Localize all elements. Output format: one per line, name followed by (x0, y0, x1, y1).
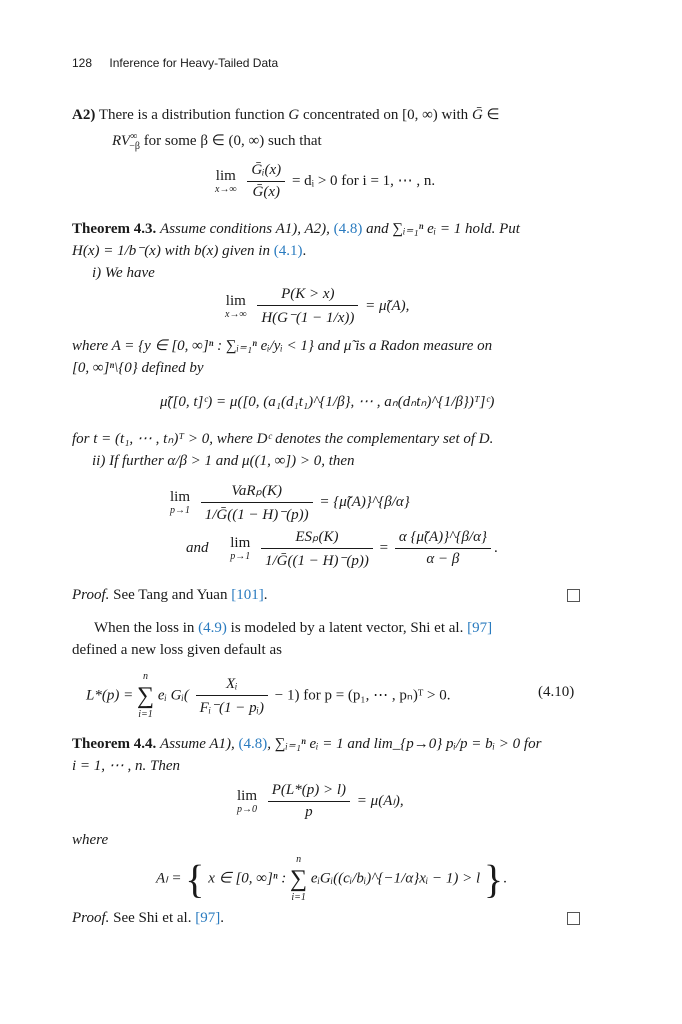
citation-link[interactable]: [101] (231, 587, 264, 603)
equation-4-3b: μ̃([0, t]ᶜ) = μ([0, (a₁(d₁t₁)^{1/β}, ⋯ , aₙ(dₙtₙ)^{1/β})ᵀ]ᶜ) (160, 394, 495, 410)
equation-4-3c: lim p→1 $\frac{\text{VaRₚ(K)}}{\text{1/Ḡ((1 − H)⁻(p))}}$ = {μ̃(A)}^{β/α} (170, 483, 410, 523)
equation-4-10: L*(p) = n ∑ i=1 eᵢ Gᵢ( $\frac{\text{Xᵢ}}{\text{Fᵢ⁻(1 − pᵢ)}}$ − 1) for p = (p₁, ⋯ , pₙ)ᵀ > 0. (86, 671, 451, 720)
equation-4-4b: Aₗ = { x ∈ [0, ∞]ⁿ : n ∑ i=1 eᵢGᵢ((cᵢ/bᵢ)^{−1/α}xᵢ − 1) > l }. (156, 854, 507, 903)
qed-symbol (567, 912, 580, 925)
theorem-4-3-cont: for t = (t₁, ⋯ , tₙ)ᵀ > 0, where Dᶜ denotes the complementary set of D. ii) If further α/β > 1 and μ((1, ∞]) > 0, then (72, 431, 494, 469)
qed-symbol (567, 589, 580, 602)
proof-4-4: Proof. See Shi et al. [97]. (72, 910, 224, 926)
running-header (72, 56, 278, 70)
theorem-label: Theorem 4.4. (72, 736, 157, 752)
theorem-4-3: Theorem 4.3. Assume conditions A1), A2), (4.8) and ∑ᵢ₌₁ⁿ eᵢ = 1 hold. Put H(x) = 1/b⁻(x) with b(x) given in (4.1). i) We have (72, 221, 520, 281)
assumption-a2: A2) There is a distribution function G concentrated on [0, ∞) with Ḡ ∈ $RV^\infty_{-\beta}$ for some β ∈ (0, ∞) such that (72, 107, 500, 152)
proof-4-3: Proof. See Tang and Yuan [101]. (72, 587, 268, 603)
equation-link[interactable]: (4.1) (273, 243, 303, 259)
citation-link[interactable]: [97] (195, 910, 221, 926)
assumption-label: A2) (72, 107, 96, 123)
theorem-4-4: Theorem 4.4. Assume A1), (4.8), ∑ᵢ₌₁ⁿ eᵢ = 1 and lim_{p→0} pᵢ/p = bᵢ > 0 for i = 1, ⋯ , n. Then (72, 736, 542, 774)
page-number: 128 (72, 56, 93, 70)
citation-link[interactable]: [97] (467, 620, 493, 636)
theorem-4-3-where: where A = {y ∈ [0, ∞]ⁿ : ∑ᵢ₌₁ⁿ eᵢ/yᵢ < 1} and μ̃ is a Radon measure on [0, ∞]ⁿ\{0} defined by (72, 338, 493, 376)
equation-link[interactable]: (4.9) (198, 620, 227, 636)
equation-a2: lim x→∞ $\frac{\text{Ḡᵢ(x)}}{\text{Ḡ(x)}}$ = dᵢ > 0 for i = 1, ⋯ , n. (215, 162, 436, 200)
equation-4-3a: lim x→∞ $\frac{P(K > x)}{H(G^-(1 - 1/x))}$ = μ̃(A), (225, 286, 410, 326)
equation-link[interactable]: (4.8) (238, 736, 268, 752)
equation-number: (4.10) (538, 684, 575, 700)
equation-link[interactable]: (4.8) (333, 221, 363, 237)
equation-4-3d: and lim p→1 $\frac{\text{ESₚ(K)}}{\text{1/Ḡ((1 − H)⁻(p))}}$ = $\frac{\alpha \{\mũ(A)\}\^{}\{\beta/\alpha\}}{\alpha - \beta}$ . (186, 529, 498, 569)
equation-4-4a: lim p→0 $\frac{P(L*(p) > l)}{p}$ = μ(Aₗ), (237, 782, 404, 820)
paragraph: When the loss in (4.9) is modeled by a latent vector, Shi et al. [97] defined a new loss given default as (72, 620, 493, 658)
running-title: Inference for Heavy-Tailed Data (109, 56, 279, 70)
theorem-label: Theorem 4.3. (72, 221, 157, 237)
where-label: where (72, 832, 109, 848)
